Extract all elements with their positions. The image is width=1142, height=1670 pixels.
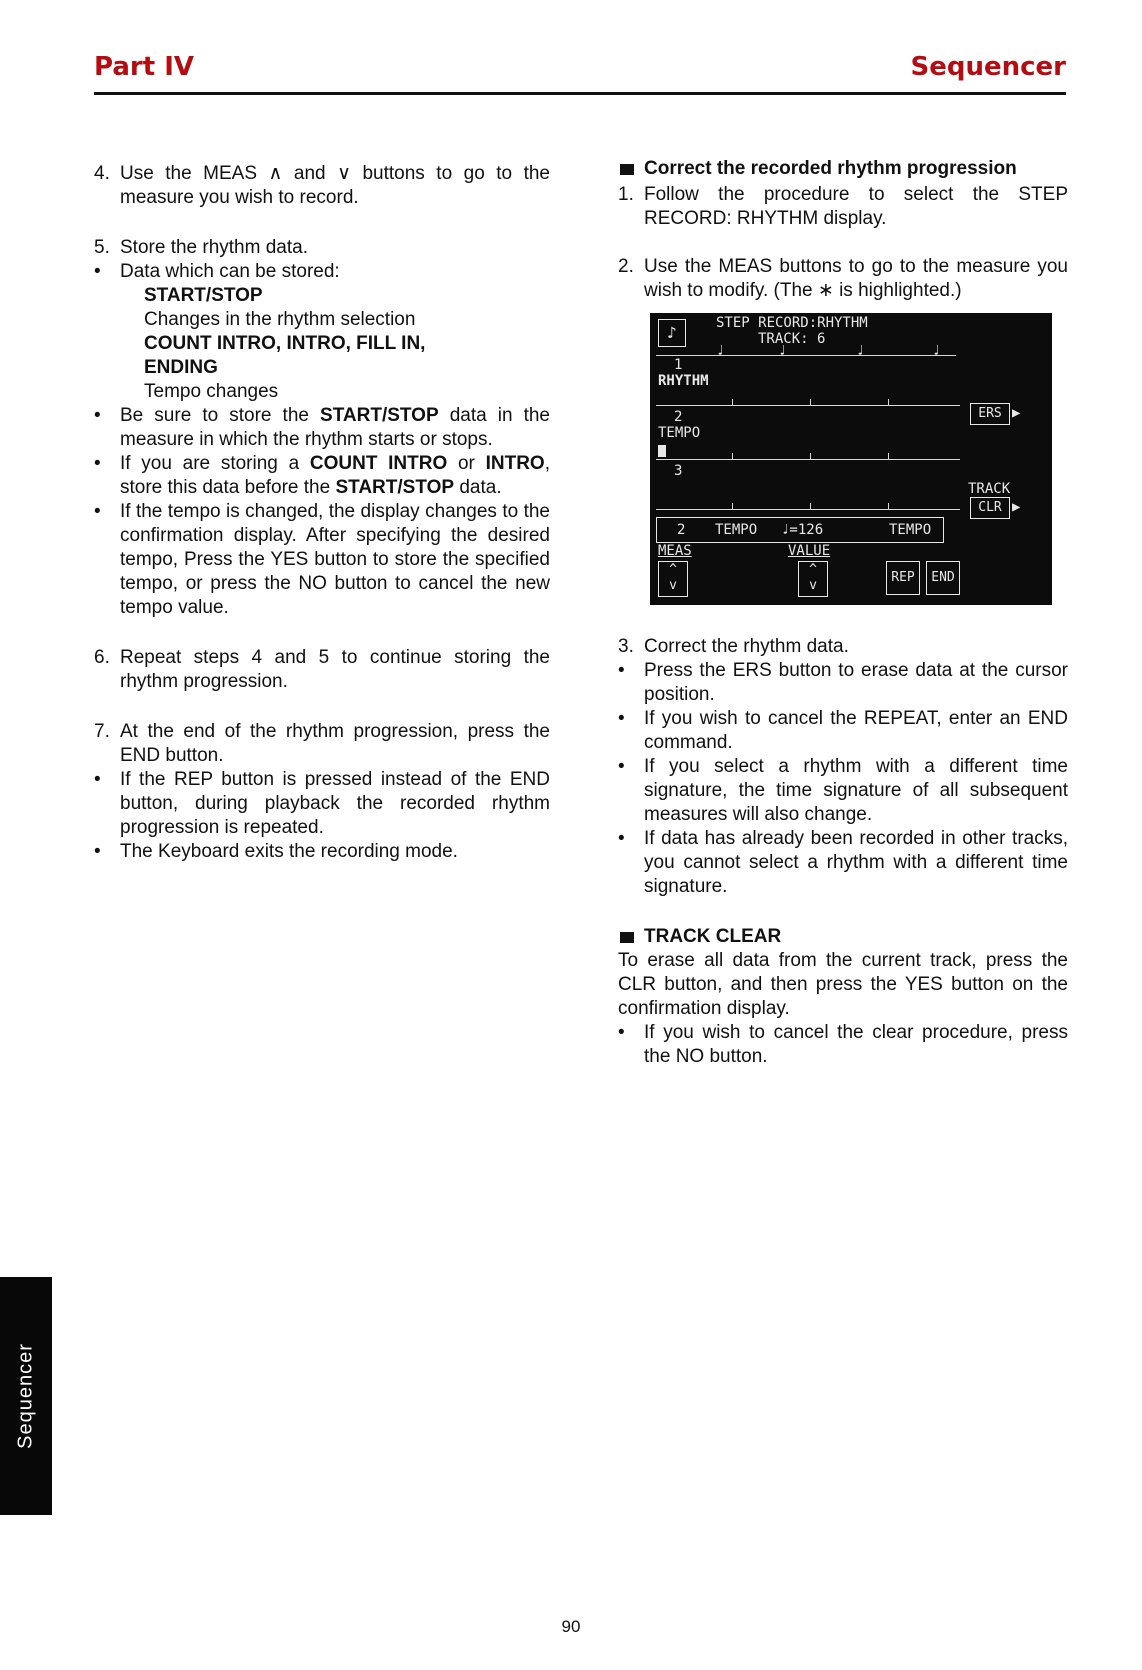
row-1-label: RHYTHM xyxy=(658,373,709,389)
row-3-number: 3 xyxy=(674,463,683,479)
list-item xyxy=(94,452,550,500)
arrow-right-icon: ▶ xyxy=(1012,499,1021,515)
lcd-title: STEP RECORD:RHYTHM xyxy=(716,315,868,331)
step-text: At the end of the rhythm progression, press the END button. xyxy=(120,721,550,766)
section-side-tab xyxy=(0,1277,52,1515)
meas-label: MEAS xyxy=(658,543,692,559)
list-item xyxy=(94,500,550,620)
step-number: 1. xyxy=(618,184,634,205)
list-item xyxy=(94,840,550,864)
list-item xyxy=(618,827,1068,899)
item-text: If you wish to cancel the clear procedure, press the NO button. xyxy=(644,1022,1068,1067)
bullet-icon: • xyxy=(618,708,625,729)
item-text: If you select a rhythm with a different time signature, the time signature of all subsequent measures will also change. xyxy=(644,756,1068,825)
lcd-rhythm-staff xyxy=(656,355,956,356)
item-text: The Keyboard exits the recording mode. xyxy=(120,841,458,862)
step-6 xyxy=(94,646,550,694)
ers-button[interactable]: ERS xyxy=(970,403,1010,425)
row-3-line xyxy=(656,509,960,510)
count-heading-2: ENDING xyxy=(144,357,218,378)
step-text: Use the MEAS buttons to go to the measure you wish to modify. (The ∗ is highlighted.) xyxy=(644,256,1068,301)
meas-up-down-button[interactable]: ^ v xyxy=(658,561,688,597)
lcd-display xyxy=(650,313,1052,605)
startstop-desc: Changes in the rhythm selection xyxy=(144,309,416,330)
item-text: Data which can be stored: xyxy=(120,261,340,282)
step-number: 3. xyxy=(618,636,634,657)
startstop-heading: START/STOP xyxy=(144,285,263,306)
bullet-icon: • xyxy=(94,261,101,282)
item-text: If the REP button is pressed instead of the END button, during playback the recorded rhythm progression is repeated. xyxy=(120,769,550,838)
header-section: Sequencer xyxy=(910,52,1066,82)
step-text: Repeat steps 4 and 5 to continue storing the rhythm progression. xyxy=(120,647,550,692)
list-item xyxy=(618,755,1068,827)
rep-button[interactable]: REP xyxy=(886,561,920,595)
bullet-icon: • xyxy=(618,828,625,849)
side-tab-label: Sequencer xyxy=(14,1343,37,1449)
clear-text: To erase all data from the current track, press the CLR button, and then press the YES button on the confirmation display. xyxy=(618,950,1068,1019)
bullet-icon: • xyxy=(618,1022,625,1043)
left-column xyxy=(94,162,550,864)
value-label: VALUE xyxy=(788,543,831,559)
bullet-icon: • xyxy=(94,769,101,790)
step-5 xyxy=(94,236,550,260)
step-text: Use the MEAS ∧ and ∨ buttons to go to the measure you wish to record. xyxy=(120,163,550,208)
item-text: Press the ERS button to erase data at the cursor position. xyxy=(644,660,1068,705)
step-number: 4. xyxy=(94,163,110,184)
step-text: Store the rhythm data. xyxy=(120,237,308,258)
step-text: Follow the procedure to select the STEP RECORD: RHYTHM display. xyxy=(644,184,1068,229)
step-7 xyxy=(94,720,550,768)
header-rule xyxy=(94,92,1066,95)
list-item xyxy=(618,707,1068,755)
note-icon: ♩ xyxy=(932,343,941,359)
step-3 xyxy=(618,635,1068,659)
item-text: If the tempo is changed, the display changes to the confirmation display. After specifying the desired tempo, Press the YES button to store the specified tempo, or press the NO button to cancel the new tempo value. xyxy=(120,501,550,618)
row-2-number: 2 xyxy=(674,409,683,425)
list-item xyxy=(618,1021,1068,1069)
item-text: If you wish to cancel the REPEAT, enter an END command. xyxy=(644,708,1068,753)
header-part: Part IV xyxy=(94,52,195,82)
list-item xyxy=(618,659,1068,707)
item-text: Be sure to store the START/STOP data in the measure in which the rhythm starts or stops. xyxy=(120,405,550,450)
square-bullet-icon xyxy=(620,164,634,175)
end-button[interactable]: END xyxy=(926,561,960,595)
section-heading: Correct the recorded rhythm progression xyxy=(618,157,1068,181)
arrow-right-icon: ▶ xyxy=(1012,405,1021,421)
bullet-icon: • xyxy=(618,660,625,681)
page-number: 90 xyxy=(561,1617,581,1636)
step-number: 7. xyxy=(94,721,110,742)
section-heading: TRACK CLEAR xyxy=(618,925,1068,949)
step-1 xyxy=(618,183,1068,231)
cursor xyxy=(658,445,666,457)
note-icon: ♩ xyxy=(716,343,725,359)
item-text: If you are storing a COUNT INTRO or INTRO, store this data before the START/STOP data. xyxy=(120,453,550,498)
count-heading-1: COUNT INTRO, INTRO, FILL IN, xyxy=(144,333,426,354)
step-number: 5. xyxy=(94,237,110,258)
step-number: 6. xyxy=(94,647,110,668)
bullet-icon: • xyxy=(94,453,101,474)
row-2-label: TEMPO xyxy=(658,425,701,441)
value-up-down-button[interactable]: ^ v xyxy=(798,561,828,597)
lcd-track: TRACK: 6 xyxy=(758,331,826,347)
status-bar: 2 TEMPO ♩=126 TEMPO xyxy=(656,517,944,543)
row-1-line xyxy=(656,405,960,406)
list-item xyxy=(94,404,550,452)
clr-button[interactable]: CLR xyxy=(970,497,1010,519)
bullet-icon: • xyxy=(94,841,101,862)
step-2 xyxy=(618,255,1068,303)
step-text: Correct the rhythm data. xyxy=(644,636,849,657)
note-icon: ♩ xyxy=(778,343,787,359)
item-text: If data has already been recorded in other tracks, you cannot select a rhythm with a different time signature. xyxy=(644,828,1068,897)
bullet-icon: • xyxy=(94,405,101,426)
note-icon: ♩ xyxy=(856,343,865,359)
row-1-number: 1 xyxy=(674,357,683,373)
count-desc: Tempo changes xyxy=(144,381,279,402)
bullet-icon: • xyxy=(94,501,101,522)
list-item xyxy=(94,260,550,284)
track-label: TRACK xyxy=(968,481,1011,497)
menu-icon: ♪ xyxy=(658,319,686,347)
right-column xyxy=(618,157,1068,1069)
bullet-icon: • xyxy=(618,756,625,777)
list-item xyxy=(94,768,550,840)
row-2-line xyxy=(656,459,960,460)
square-bullet-icon xyxy=(620,932,634,943)
step-number: 2. xyxy=(618,256,634,277)
step-4 xyxy=(94,162,550,210)
